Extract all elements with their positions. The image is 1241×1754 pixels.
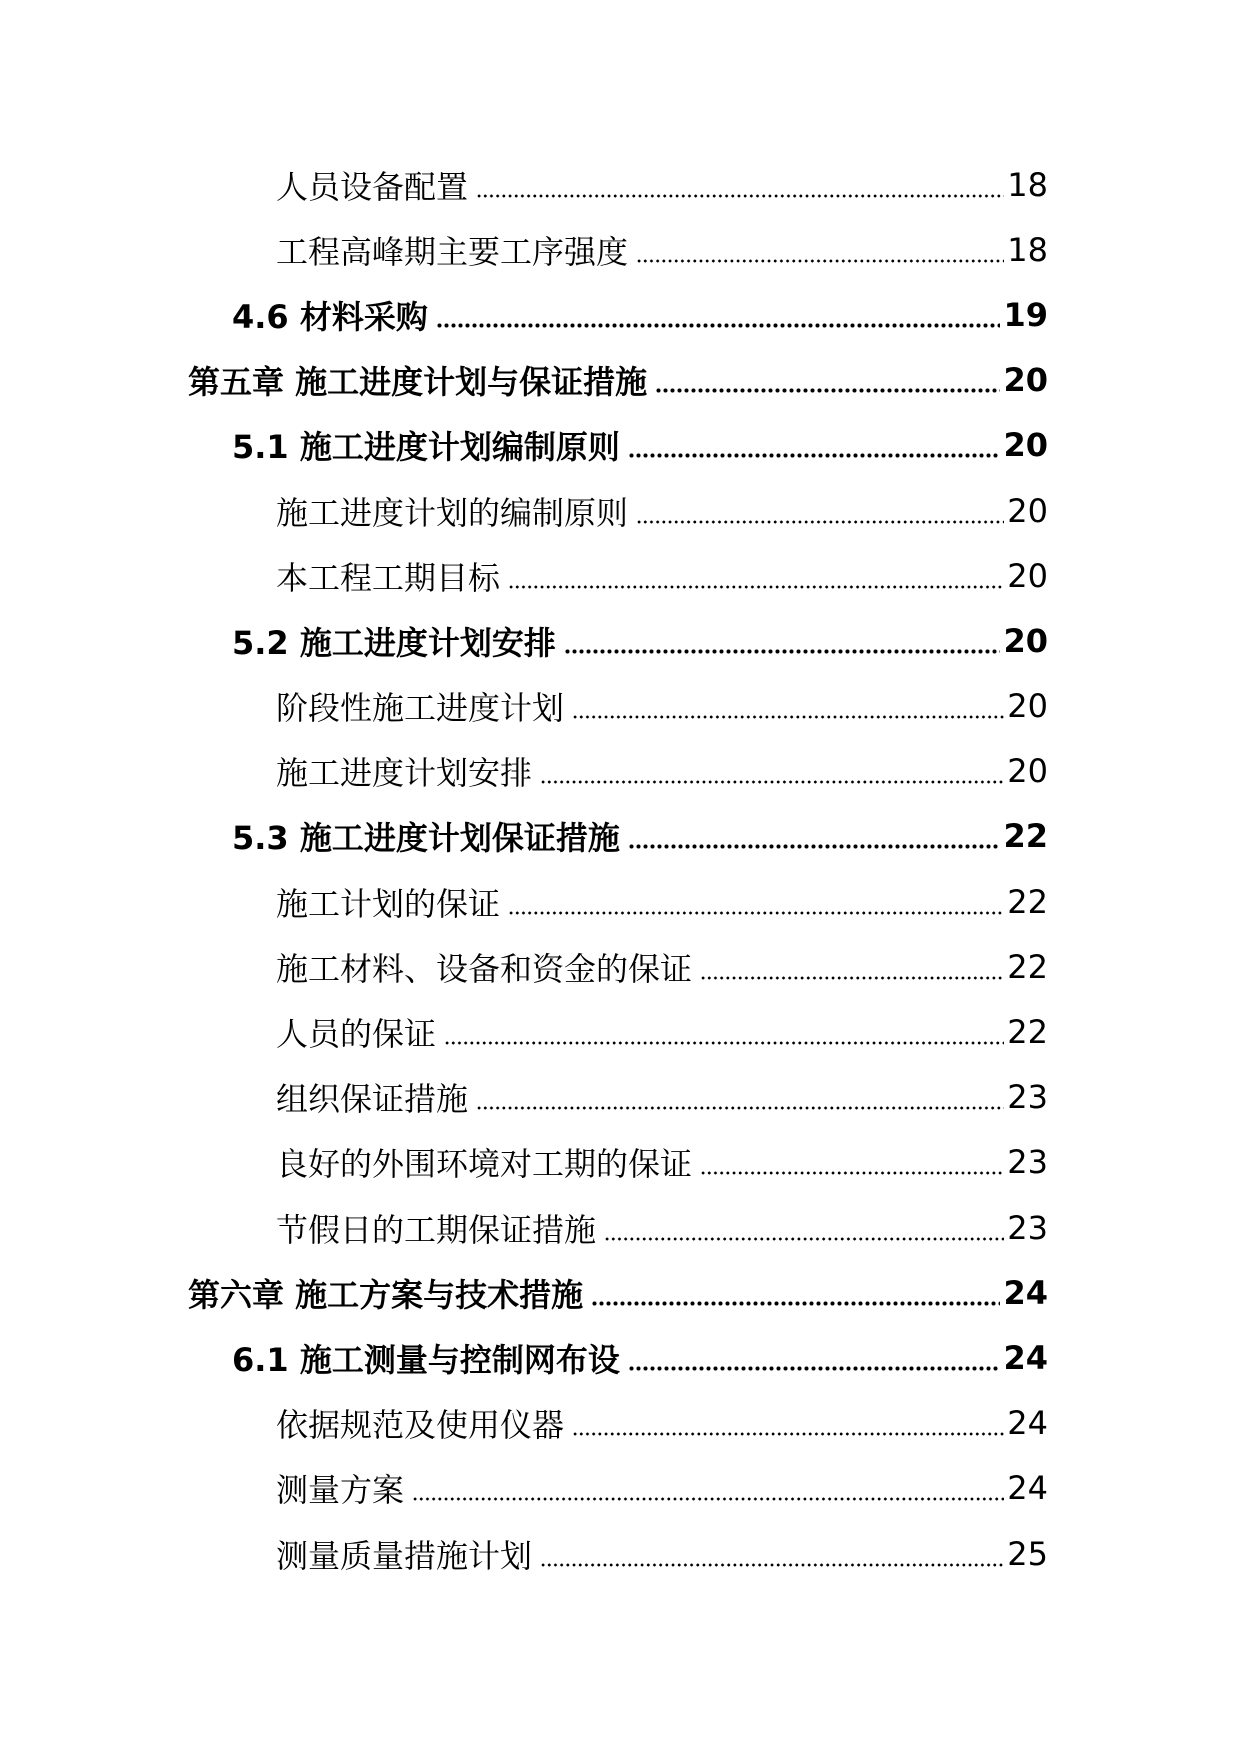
toc-dot-leader [655,364,1000,396]
toc-entry-title: 组织保证措施 [276,1080,469,1119]
toc-entry[interactable] [0,152,1241,217]
toc-dot-leader [628,429,1001,461]
toc-dot-leader [700,951,1004,983]
toc-entry-title: 测量方案 [276,1471,405,1510]
toc-dot-leader [628,1342,1001,1374]
toc-page-number: 22 [1007,1013,1048,1052]
table-of-contents [0,152,1241,1586]
toc-entry-title: 测量质量措施计划 [276,1536,533,1575]
toc-page-number: 22 [1003,817,1048,856]
toc-chapter-entry[interactable] [0,348,1241,413]
toc-entry[interactable] [0,478,1241,543]
toc-dot-leader [564,625,1001,657]
toc-entry[interactable] [0,1521,1241,1586]
toc-page-number: 23 [1007,1208,1048,1247]
toc-entry-title: 人员的保证 [276,1015,437,1054]
toc-dot-leader [700,1146,1004,1178]
toc-dot-leader [540,1538,1004,1570]
toc-dot-leader [444,1016,1004,1048]
toc-dot-leader [508,560,1004,592]
toc-entry[interactable] [0,1130,1241,1195]
toc-page-number: 23 [1007,1143,1048,1182]
toc-entry-title: 施工计划的保证 [276,884,501,923]
toc-page-number: 24 [1007,1469,1048,1508]
toc-entry[interactable] [0,674,1241,739]
toc-page-number: 20 [1007,491,1048,530]
toc-entry-title: 施工材料、设备和资金的保证 [276,949,693,988]
toc-dot-leader [540,755,1004,787]
toc-dot-leader [572,1407,1004,1439]
toc-page-number: 24 [1007,1404,1048,1443]
toc-entry[interactable] [0,1065,1241,1130]
toc-page-number: 20 [1007,752,1048,791]
toc-page-number: 24 [1003,1338,1048,1377]
toc-page-number: 19 [1003,295,1048,334]
toc-dot-leader [636,234,1004,266]
toc-page-number: 25 [1007,1534,1048,1573]
toc-entry-title: 第五章 施工进度计划与保证措施 [188,363,648,402]
toc-dot-leader [476,1081,1004,1113]
toc-dot-leader [572,690,1004,722]
toc-dot-leader [636,495,1004,527]
toc-entry-title: 本工程工期目标 [276,558,501,597]
toc-entry[interactable] [0,1391,1241,1456]
toc-page-number: 18 [1007,230,1048,269]
toc-dot-leader [628,820,1001,852]
toc-entry-title: 人员设备配置 [276,167,469,206]
toc-dot-leader [476,169,1004,201]
toc-entry-title: 5.2 施工进度计划安排 [232,623,556,662]
toc-page-number: 22 [1007,947,1048,986]
toc-entry-title: 阶段性施工进度计划 [276,689,565,728]
toc-chapter-entry[interactable] [0,1260,1241,1325]
toc-page-number: 18 [1007,165,1048,204]
toc-dot-leader [604,1212,1004,1244]
toc-entry-title: 节假日的工期保证措施 [276,1210,597,1249]
toc-entry[interactable] [0,1195,1241,1260]
toc-entry-title: 4.6 材料采购 [232,297,428,336]
toc-entry-title: 良好的外围环境对工期的保证 [276,1145,693,1184]
toc-entry[interactable] [0,217,1241,282]
toc-section-entry[interactable] [0,608,1241,673]
toc-entry[interactable] [0,999,1241,1064]
toc-entry-title: 施工进度计划安排 [276,754,533,793]
toc-entry[interactable] [0,739,1241,804]
toc-entry-title: 第六章 施工方案与技术措施 [188,1275,584,1314]
toc-page-number: 20 [1003,621,1048,660]
toc-entry[interactable] [0,869,1241,934]
toc-page-number: 22 [1007,882,1048,921]
toc-section-entry[interactable] [0,413,1241,478]
toc-section-entry[interactable] [0,1325,1241,1390]
toc-page-number: 20 [1003,426,1048,465]
toc-page-number: 20 [1007,687,1048,726]
toc-entry[interactable] [0,543,1241,608]
toc-entry-title: 5.3 施工进度计划保证措施 [232,819,620,858]
toc-dot-leader [591,1277,1000,1309]
toc-dot-leader [508,886,1004,918]
toc-entry-title: 5.1 施工进度计划编制原则 [232,428,620,467]
toc-dot-leader [436,299,1001,331]
toc-entry-title: 工程高峰期主要工序强度 [276,232,629,271]
toc-page-number: 23 [1007,1078,1048,1117]
toc-dot-leader [412,1472,1004,1504]
toc-page-number: 20 [1003,361,1048,400]
toc-entry-title: 6.1 施工测量与控制网布设 [232,1340,620,1379]
toc-page-number: 24 [1003,1273,1048,1312]
toc-entry[interactable] [0,1456,1241,1521]
toc-entry-title: 依据规范及使用仪器 [276,1406,565,1445]
toc-section-entry[interactable] [0,804,1241,869]
toc-entry[interactable] [0,934,1241,999]
toc-page-number: 20 [1007,556,1048,595]
toc-section-entry[interactable] [0,282,1241,347]
toc-entry-title: 施工进度计划的编制原则 [276,493,629,532]
